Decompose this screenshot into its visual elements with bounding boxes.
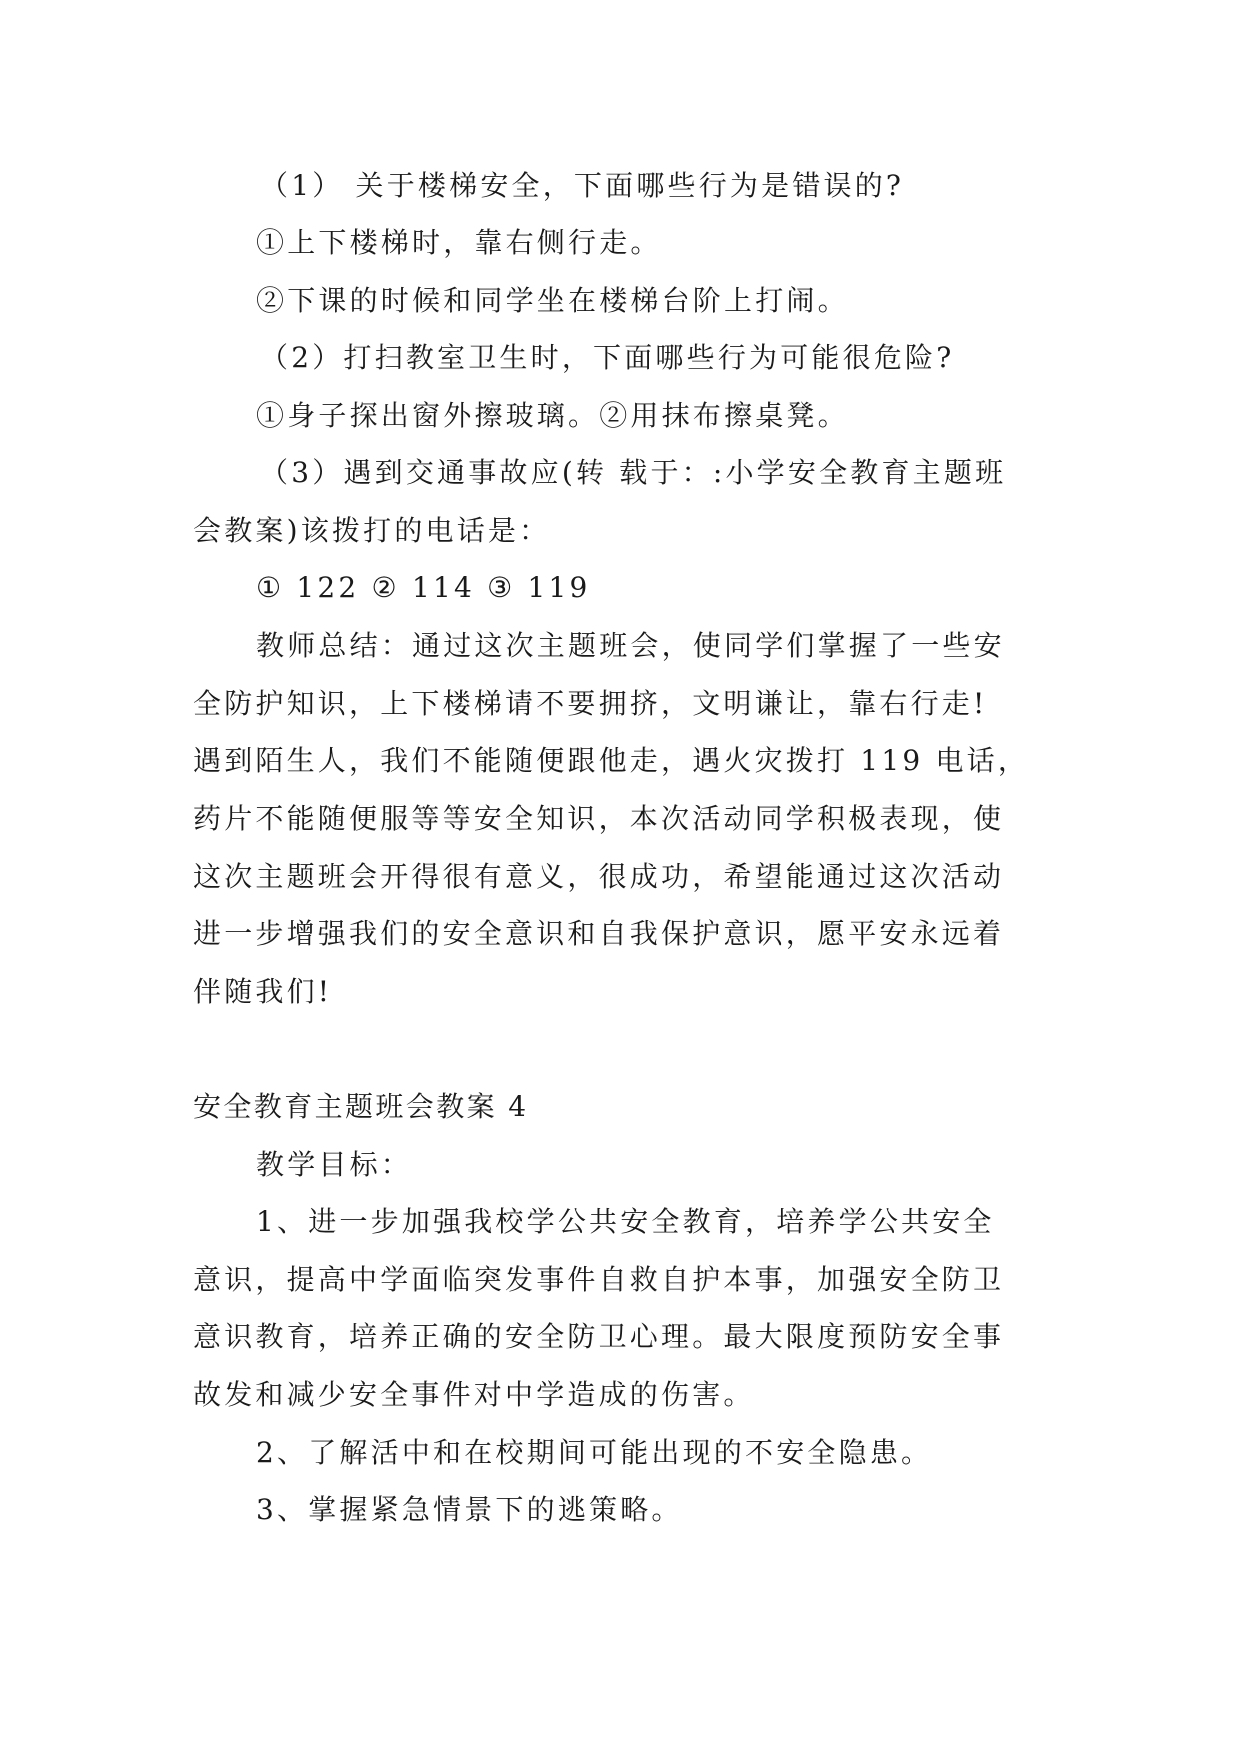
- question-3-title-line-1: （3）遇到交通事故应(转 载于：:小学安全教育主题班: [260, 456, 1007, 489]
- goal-1-line-3: 意识教育，培养正确的安全防卫心理。最大限度预防安全事: [193, 1320, 1005, 1353]
- question-2-title: （2）打扫教室卫生时，下面哪些行为可能很危险?: [260, 341, 955, 374]
- teacher-summary-line-5: 这次主题班会开得很有意义，很成功，希望能通过这次活动: [193, 860, 1005, 893]
- question-1-title: （1） 关于楼梯安全，下面哪些行为是错误的?: [260, 169, 905, 202]
- teacher-summary-line-1: 教师总结：通过这次主题班会，使同学们掌握了一些安: [256, 629, 1005, 662]
- section-4-title: 安全教育主题班会教案 4: [193, 1090, 529, 1123]
- goal-1-line-2: 意识，提高中学面临突发事件自救自护本事，加强安全防卫: [193, 1263, 1005, 1296]
- goal-1-line-1: 1、进一步加强我校学公共安全教育，培养学公共安全: [256, 1205, 995, 1238]
- goal-1-line-4: 故发和减少安全事件对中学造成的伤害。: [193, 1378, 755, 1411]
- goal-2: 2、了解活中和在校期间可能出现的不安全隐患。: [256, 1436, 933, 1469]
- teacher-summary-line-3: 遇到陌生人，我们不能随便跟他走，遇火灾拨打 119 电话，: [193, 744, 1030, 777]
- teacher-summary-line-2: 全防护知识，上下楼梯请不要拥挤，文明谦让，靠右行走!: [193, 687, 988, 720]
- question-3-options: ① 122 ② 114 ③ 119: [256, 571, 591, 604]
- question-2-options: ①身子探出窗外擦玻璃。②用抹布擦桌凳。: [256, 399, 849, 432]
- goal-3: 3、掌握紧急情景下的逃策略。: [256, 1493, 683, 1526]
- question-3-title-line-2: 会教案)该拨打的电话是：: [193, 514, 551, 547]
- teacher-summary-line-4: 药片不能随便服等等安全知识，本次活动同学积极表现，使: [193, 802, 1005, 835]
- teacher-summary-line-7: 伴随我们!: [193, 975, 333, 1008]
- teacher-summary-line-6: 进一步增强我们的安全意识和自我保护意识，愿平安永远着: [193, 917, 1005, 950]
- question-1-option-2: ②下课的时候和同学坐在楼梯台阶上打闹。: [256, 284, 849, 317]
- teaching-goals-label: 教学目标：: [256, 1148, 413, 1181]
- question-1-option-1: ①上下楼梯时，靠右侧行走。: [256, 226, 662, 259]
